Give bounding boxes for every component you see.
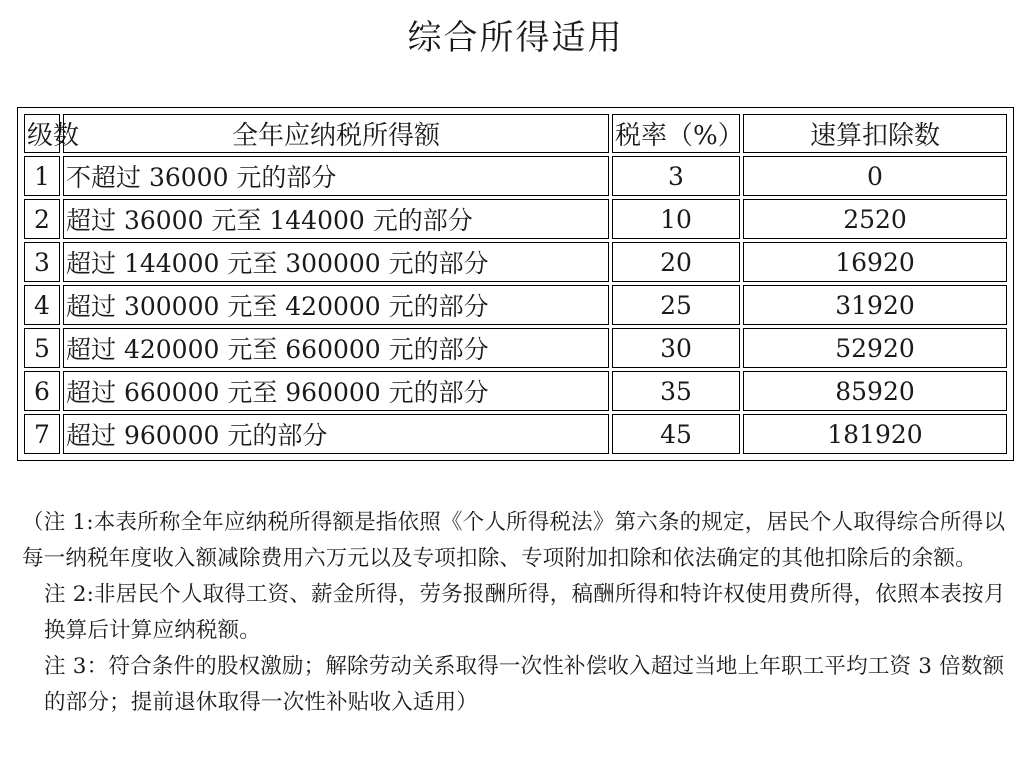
cell-rate: 10	[612, 199, 740, 239]
cell-level: 2	[24, 199, 60, 239]
notes-section	[22, 505, 1017, 721]
table-row	[24, 199, 1007, 239]
cell-deduction: 0	[743, 156, 1007, 196]
cell-rate: 20	[612, 242, 740, 282]
cell-deduction: 181920	[743, 414, 1007, 454]
cell-income-range: 超过 420000 元至 660000 元的部分	[63, 328, 609, 368]
cell-rate: 35	[612, 371, 740, 411]
cell-level: 6	[24, 371, 60, 411]
cell-deduction: 85920	[743, 371, 1007, 411]
table-row	[24, 242, 1007, 282]
page-title: 综合所得适用	[407, 18, 624, 58]
cell-level: 7	[24, 414, 60, 454]
header-level: 级数	[24, 114, 60, 153]
cell-level: 3	[24, 242, 60, 282]
note-2: 注 2:非居民个人取得工资、薪金所得，劳务报酬所得，稿酬所得和特许权使用费所得，依照本表按月换算后计算应纳税额。	[44, 582, 1006, 643]
header-quick-deduction: 速算扣除数	[743, 114, 1007, 153]
note-1: （注 1:本表所称全年应纳税所得额是指依照《个人所得税法》第六条的规定，居民个人取得综合所得以每一纳税年度收入额减除费用六万元以及专项扣除、专项附加扣除和依法确定的其他扣除后的余额。	[22, 510, 1006, 571]
cell-income-range: 超过 36000 元至 144000 元的部分	[63, 199, 609, 239]
cell-income-range: 超过 960000 元的部分	[63, 414, 609, 454]
cell-rate: 25	[612, 285, 740, 325]
tax-rate-table	[17, 107, 1014, 461]
cell-rate: 30	[612, 328, 740, 368]
table-row	[24, 156, 1007, 196]
table-row	[24, 285, 1007, 325]
table-row	[24, 328, 1007, 368]
cell-level: 4	[24, 285, 60, 325]
cell-deduction: 31920	[743, 285, 1007, 325]
cell-income-range: 不超过 36000 元的部分	[63, 156, 609, 196]
header-taxable-income: 全年应纳税所得额	[63, 114, 609, 153]
cell-income-range: 超过 300000 元至 420000 元的部分	[63, 285, 609, 325]
cell-level: 5	[24, 328, 60, 368]
cell-rate: 45	[612, 414, 740, 454]
cell-deduction: 2520	[743, 199, 1007, 239]
cell-rate: 3	[612, 156, 740, 196]
table-header-row	[24, 114, 1007, 153]
note-3: 注 3：符合条件的股权激励；解除劳动关系取得一次性补偿收入超过当地上年职工平均工资 3 倍数额的部分；提前退休取得一次性补贴收入适用）	[44, 654, 1005, 715]
table-row	[24, 371, 1007, 411]
tax-table-grid	[21, 111, 1010, 457]
table-row	[24, 414, 1007, 454]
cell-level: 1	[24, 156, 60, 196]
header-tax-rate: 税率（%）	[612, 114, 740, 153]
cell-deduction: 52920	[743, 328, 1007, 368]
cell-income-range: 超过 660000 元至 960000 元的部分	[63, 371, 609, 411]
cell-deduction: 16920	[743, 242, 1007, 282]
cell-income-range: 超过 144000 元至 300000 元的部分	[63, 242, 609, 282]
